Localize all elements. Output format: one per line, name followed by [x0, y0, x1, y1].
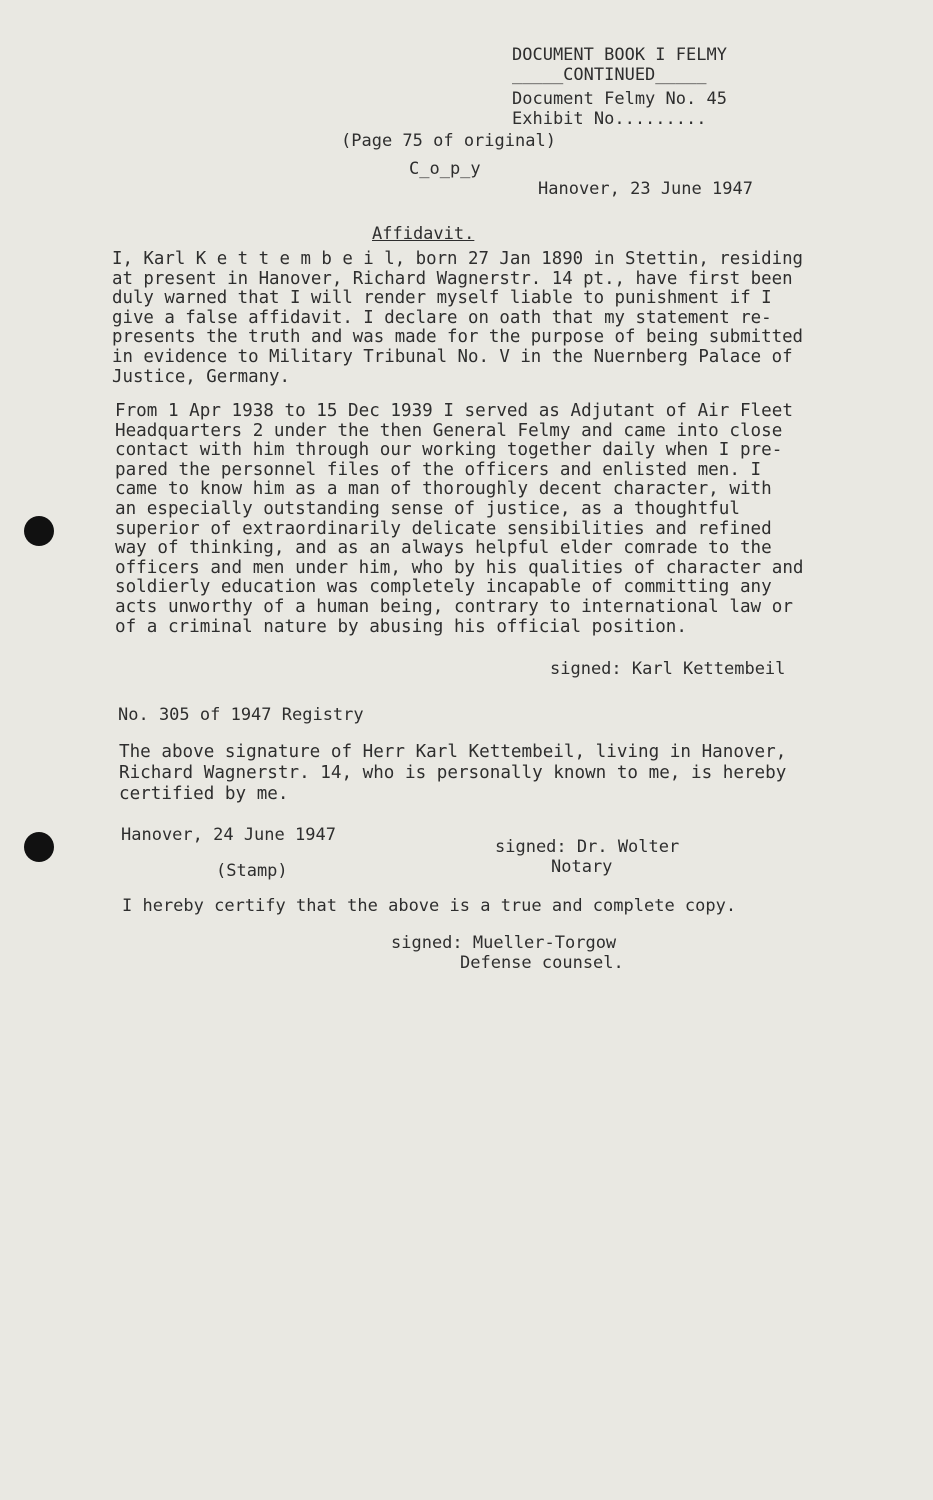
signature-kettembeil: signed: Karl Kettembeil	[550, 659, 786, 679]
paragraph-service	[115, 402, 804, 637]
punch-hole-top	[24, 516, 54, 546]
text-line: From 1 Apr 1938 to 15 Dec 1939 I served as Adjutant of Air Fleet	[115, 401, 793, 421]
place-date: Hanover, 23 June 1947	[538, 179, 753, 199]
paragraph-certification	[119, 742, 786, 805]
text-line: way of thinking, and as an always helpful elder comrade to the	[115, 538, 772, 559]
text-line: in evidence to Military Tribunal No. V in the Nuernberg Palace of	[112, 346, 793, 367]
copy-label: C_o_p_y	[409, 159, 481, 179]
text-line: Headquarters 2 under the then General Felmy and came into close	[115, 420, 783, 441]
text-line: Justice, Germany.	[112, 366, 290, 387]
continued-label: _____CONTINUED_____	[512, 65, 707, 85]
text-line: pared the personnel files of the officers and enlisted men. I	[115, 459, 762, 480]
text-line: certified by me.	[119, 784, 289, 804]
text-line: The above signature of Herr Karl Kettembeil, living in Hanover,	[119, 742, 787, 762]
document-number: Document Felmy No. 45	[512, 89, 727, 109]
page-reference: (Page 75 of original)	[341, 131, 556, 151]
registry-number: No. 305 of 1947 Registry	[118, 705, 364, 725]
paragraph-identity	[112, 250, 803, 387]
stamp-label: (Stamp)	[216, 861, 288, 881]
punch-hole-bottom	[24, 832, 54, 862]
notary-place-date: Hanover, 24 June 1947	[121, 825, 336, 845]
text-line: at present in Hanover, Richard Wagnerstr. 14 pt., have first been	[112, 268, 793, 289]
text-line: Richard Wagnerstr. 14, who is personally known to me, is hereby	[119, 763, 787, 783]
exhibit-number: Exhibit No.........	[512, 109, 707, 129]
text-line: came to know him as a man of thoroughly decent character, with	[115, 479, 772, 500]
text-line: I, Karl K e t t e m b e i l, born 27 Jan 1890 in Stettin, residing	[112, 249, 804, 269]
affidavit-title: Affidavit.	[372, 224, 475, 244]
text-line: presents the truth and was made for the purpose of being submitted	[112, 327, 804, 348]
text-line: contact with him through our working together daily when I pre-	[115, 440, 783, 461]
text-line: an especially outstanding sense of justice, as a thoughtful	[115, 498, 740, 519]
copy-certification: I hereby certify that the above is a true and complete copy.	[122, 896, 737, 916]
text-line: acts unworthy of a human being, contrary to international law or	[115, 596, 793, 617]
counsel-signature: signed: Mueller-Torgow	[391, 933, 617, 953]
text-line: duly warned that I will render myself liable to punishment if I	[112, 288, 772, 309]
text-line: give a false affidavit. I declare on oath that my statement re-	[112, 307, 772, 328]
text-line: officers and men under him, who by his qualities of character and	[115, 557, 804, 578]
text-line: of a criminal nature by abusing his official position.	[115, 616, 687, 637]
notary-signature: signed: Dr. Wolter	[495, 837, 680, 857]
notary-title: Notary	[551, 857, 613, 877]
text-line: superior of extraordinarily delicate sensibilities and refined	[115, 518, 772, 539]
book-title: DOCUMENT BOOK I FELMY	[512, 45, 727, 65]
text-line: soldierly education was completely incapable of committing any	[115, 577, 772, 598]
counsel-title: Defense counsel.	[460, 953, 624, 973]
